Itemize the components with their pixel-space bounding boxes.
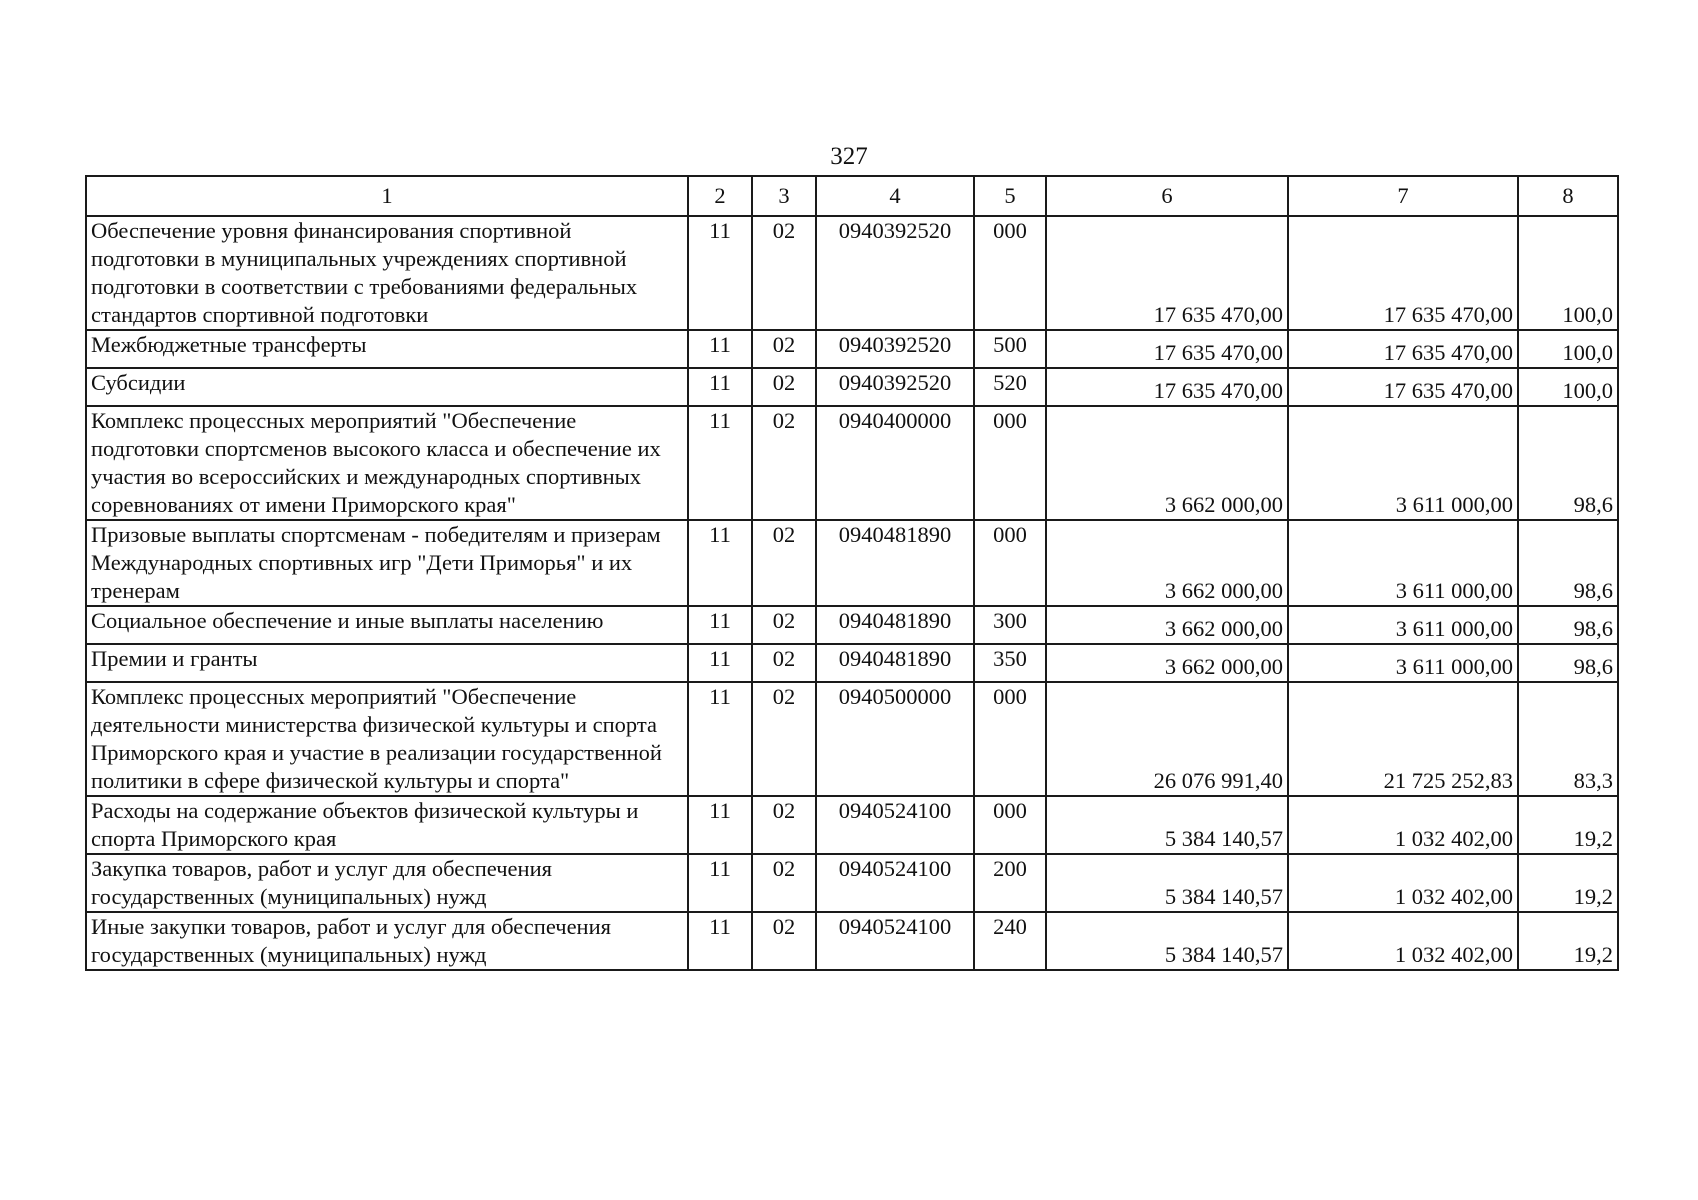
planned-amount: 26 076 991,40 xyxy=(1046,682,1288,796)
row-name: Субсидии xyxy=(86,368,688,406)
column-header: 2 xyxy=(688,176,752,216)
execution-percent: 100,0 xyxy=(1518,368,1618,406)
section-code: 11 xyxy=(688,796,752,854)
table-row xyxy=(86,330,1618,368)
executed-amount: 3 611 000,00 xyxy=(1288,606,1518,644)
expense-type-code: 200 xyxy=(974,854,1046,912)
row-name: Иные закупки товаров, работ и услуг для обеспечения государственных (муниципальных) нужд xyxy=(86,912,688,970)
subsection-code: 02 xyxy=(752,644,816,682)
execution-percent: 19,2 xyxy=(1518,796,1618,854)
expense-type-code: 000 xyxy=(974,796,1046,854)
subsection-code: 02 xyxy=(752,216,816,330)
subsection-code: 02 xyxy=(752,854,816,912)
subsection-code: 02 xyxy=(752,406,816,520)
executed-amount: 17 635 470,00 xyxy=(1288,330,1518,368)
header-row xyxy=(86,176,1618,216)
executed-amount: 1 032 402,00 xyxy=(1288,912,1518,970)
execution-percent: 100,0 xyxy=(1518,330,1618,368)
target-article-code: 0940524100 xyxy=(816,854,974,912)
planned-amount: 17 635 470,00 xyxy=(1046,368,1288,406)
subsection-code: 02 xyxy=(752,912,816,970)
planned-amount: 5 384 140,57 xyxy=(1046,912,1288,970)
target-article-code: 0940392520 xyxy=(816,330,974,368)
section-code: 11 xyxy=(688,330,752,368)
expense-type-code: 000 xyxy=(974,216,1046,330)
table-row xyxy=(86,406,1618,520)
table-row xyxy=(86,854,1618,912)
subsection-code: 02 xyxy=(752,330,816,368)
section-code: 11 xyxy=(688,854,752,912)
expense-type-code: 350 xyxy=(974,644,1046,682)
executed-amount: 17 635 470,00 xyxy=(1288,368,1518,406)
table-row xyxy=(86,606,1618,644)
row-name: Межбюджетные трансферты xyxy=(86,330,688,368)
row-name: Закупка товаров, работ и услуг для обеспечения государственных (муниципальных) нужд xyxy=(86,854,688,912)
table-row xyxy=(86,216,1618,330)
executed-amount: 21 725 252,83 xyxy=(1288,682,1518,796)
section-code: 11 xyxy=(688,912,752,970)
executed-amount: 17 635 470,00 xyxy=(1288,216,1518,330)
execution-percent: 98,6 xyxy=(1518,406,1618,520)
column-header: 7 xyxy=(1288,176,1518,216)
planned-amount: 3 662 000,00 xyxy=(1046,406,1288,520)
target-article-code: 0940400000 xyxy=(816,406,974,520)
expense-type-code: 000 xyxy=(974,520,1046,606)
row-name: Обеспечение уровня финансирования спортивной подготовки в муниципальных учреждениях спортивной подготовки в соответствии с требованиями федеральных стандартов спортивной подготовки xyxy=(86,216,688,330)
subsection-code: 02 xyxy=(752,520,816,606)
section-code: 11 xyxy=(688,520,752,606)
section-code: 11 xyxy=(688,682,752,796)
execution-percent: 98,6 xyxy=(1518,520,1618,606)
subsection-code: 02 xyxy=(752,682,816,796)
row-name: Расходы на содержание объектов физической культуры и спорта Приморского края xyxy=(86,796,688,854)
planned-amount: 3 662 000,00 xyxy=(1046,606,1288,644)
planned-amount: 17 635 470,00 xyxy=(1046,216,1288,330)
execution-percent: 98,6 xyxy=(1518,644,1618,682)
planned-amount: 5 384 140,57 xyxy=(1046,796,1288,854)
column-header: 4 xyxy=(816,176,974,216)
budget-table xyxy=(85,175,1619,971)
planned-amount: 17 635 470,00 xyxy=(1046,330,1288,368)
target-article-code: 0940481890 xyxy=(816,644,974,682)
table-row xyxy=(86,520,1618,606)
execution-percent: 19,2 xyxy=(1518,854,1618,912)
expense-type-code: 000 xyxy=(974,406,1046,520)
row-name: Социальное обеспечение и иные выплаты населению xyxy=(86,606,688,644)
execution-percent: 100,0 xyxy=(1518,216,1618,330)
expense-type-code: 000 xyxy=(974,682,1046,796)
execution-percent: 19,2 xyxy=(1518,912,1618,970)
target-article-code: 0940392520 xyxy=(816,368,974,406)
row-name: Призовые выплаты спортсменам - победителям и призерам Международных спортивных игр "Дети Приморья" и их тренерам xyxy=(86,520,688,606)
table-header xyxy=(86,176,1618,216)
section-code: 11 xyxy=(688,406,752,520)
executed-amount: 3 611 000,00 xyxy=(1288,406,1518,520)
section-code: 11 xyxy=(688,644,752,682)
executed-amount: 1 032 402,00 xyxy=(1288,796,1518,854)
expense-type-code: 500 xyxy=(974,330,1046,368)
planned-amount: 3 662 000,00 xyxy=(1046,520,1288,606)
execution-percent: 83,3 xyxy=(1518,682,1618,796)
executed-amount: 3 611 000,00 xyxy=(1288,520,1518,606)
executed-amount: 1 032 402,00 xyxy=(1288,854,1518,912)
column-header: 1 xyxy=(86,176,688,216)
row-name: Комплекс процессных мероприятий "Обеспечение деятельности министерства физической культуры и спорта Приморского края и участие в реализации государственной политики в сфере физической культуры и спорта" xyxy=(86,682,688,796)
section-code: 11 xyxy=(688,368,752,406)
expense-type-code: 520 xyxy=(974,368,1046,406)
subsection-code: 02 xyxy=(752,606,816,644)
section-code: 11 xyxy=(688,606,752,644)
expense-type-code: 240 xyxy=(974,912,1046,970)
expense-type-code: 300 xyxy=(974,606,1046,644)
target-article-code: 0940392520 xyxy=(816,216,974,330)
planned-amount: 3 662 000,00 xyxy=(1046,644,1288,682)
target-article-code: 0940481890 xyxy=(816,606,974,644)
table-row xyxy=(86,682,1618,796)
subsection-code: 02 xyxy=(752,368,816,406)
table-body xyxy=(86,216,1618,970)
row-name: Комплекс процессных мероприятий "Обеспечение подготовки спортсменов высокого класса и обеспечение их участия во всероссийских и международных спортивных соревнованиях от имени Приморского края" xyxy=(86,406,688,520)
column-header: 8 xyxy=(1518,176,1618,216)
table-row xyxy=(86,644,1618,682)
target-article-code: 0940524100 xyxy=(816,796,974,854)
table-row xyxy=(86,368,1618,406)
section-code: 11 xyxy=(688,216,752,330)
page-number: 327 xyxy=(830,143,868,170)
table-row xyxy=(86,796,1618,854)
column-header: 3 xyxy=(752,176,816,216)
column-header: 5 xyxy=(974,176,1046,216)
target-article-code: 0940524100 xyxy=(816,912,974,970)
execution-percent: 98,6 xyxy=(1518,606,1618,644)
executed-amount: 3 611 000,00 xyxy=(1288,644,1518,682)
planned-amount: 5 384 140,57 xyxy=(1046,854,1288,912)
row-name: Премии и гранты xyxy=(86,644,688,682)
subsection-code: 02 xyxy=(752,796,816,854)
column-header: 6 xyxy=(1046,176,1288,216)
target-article-code: 0940481890 xyxy=(816,520,974,606)
target-article-code: 0940500000 xyxy=(816,682,974,796)
table-row xyxy=(86,912,1618,970)
